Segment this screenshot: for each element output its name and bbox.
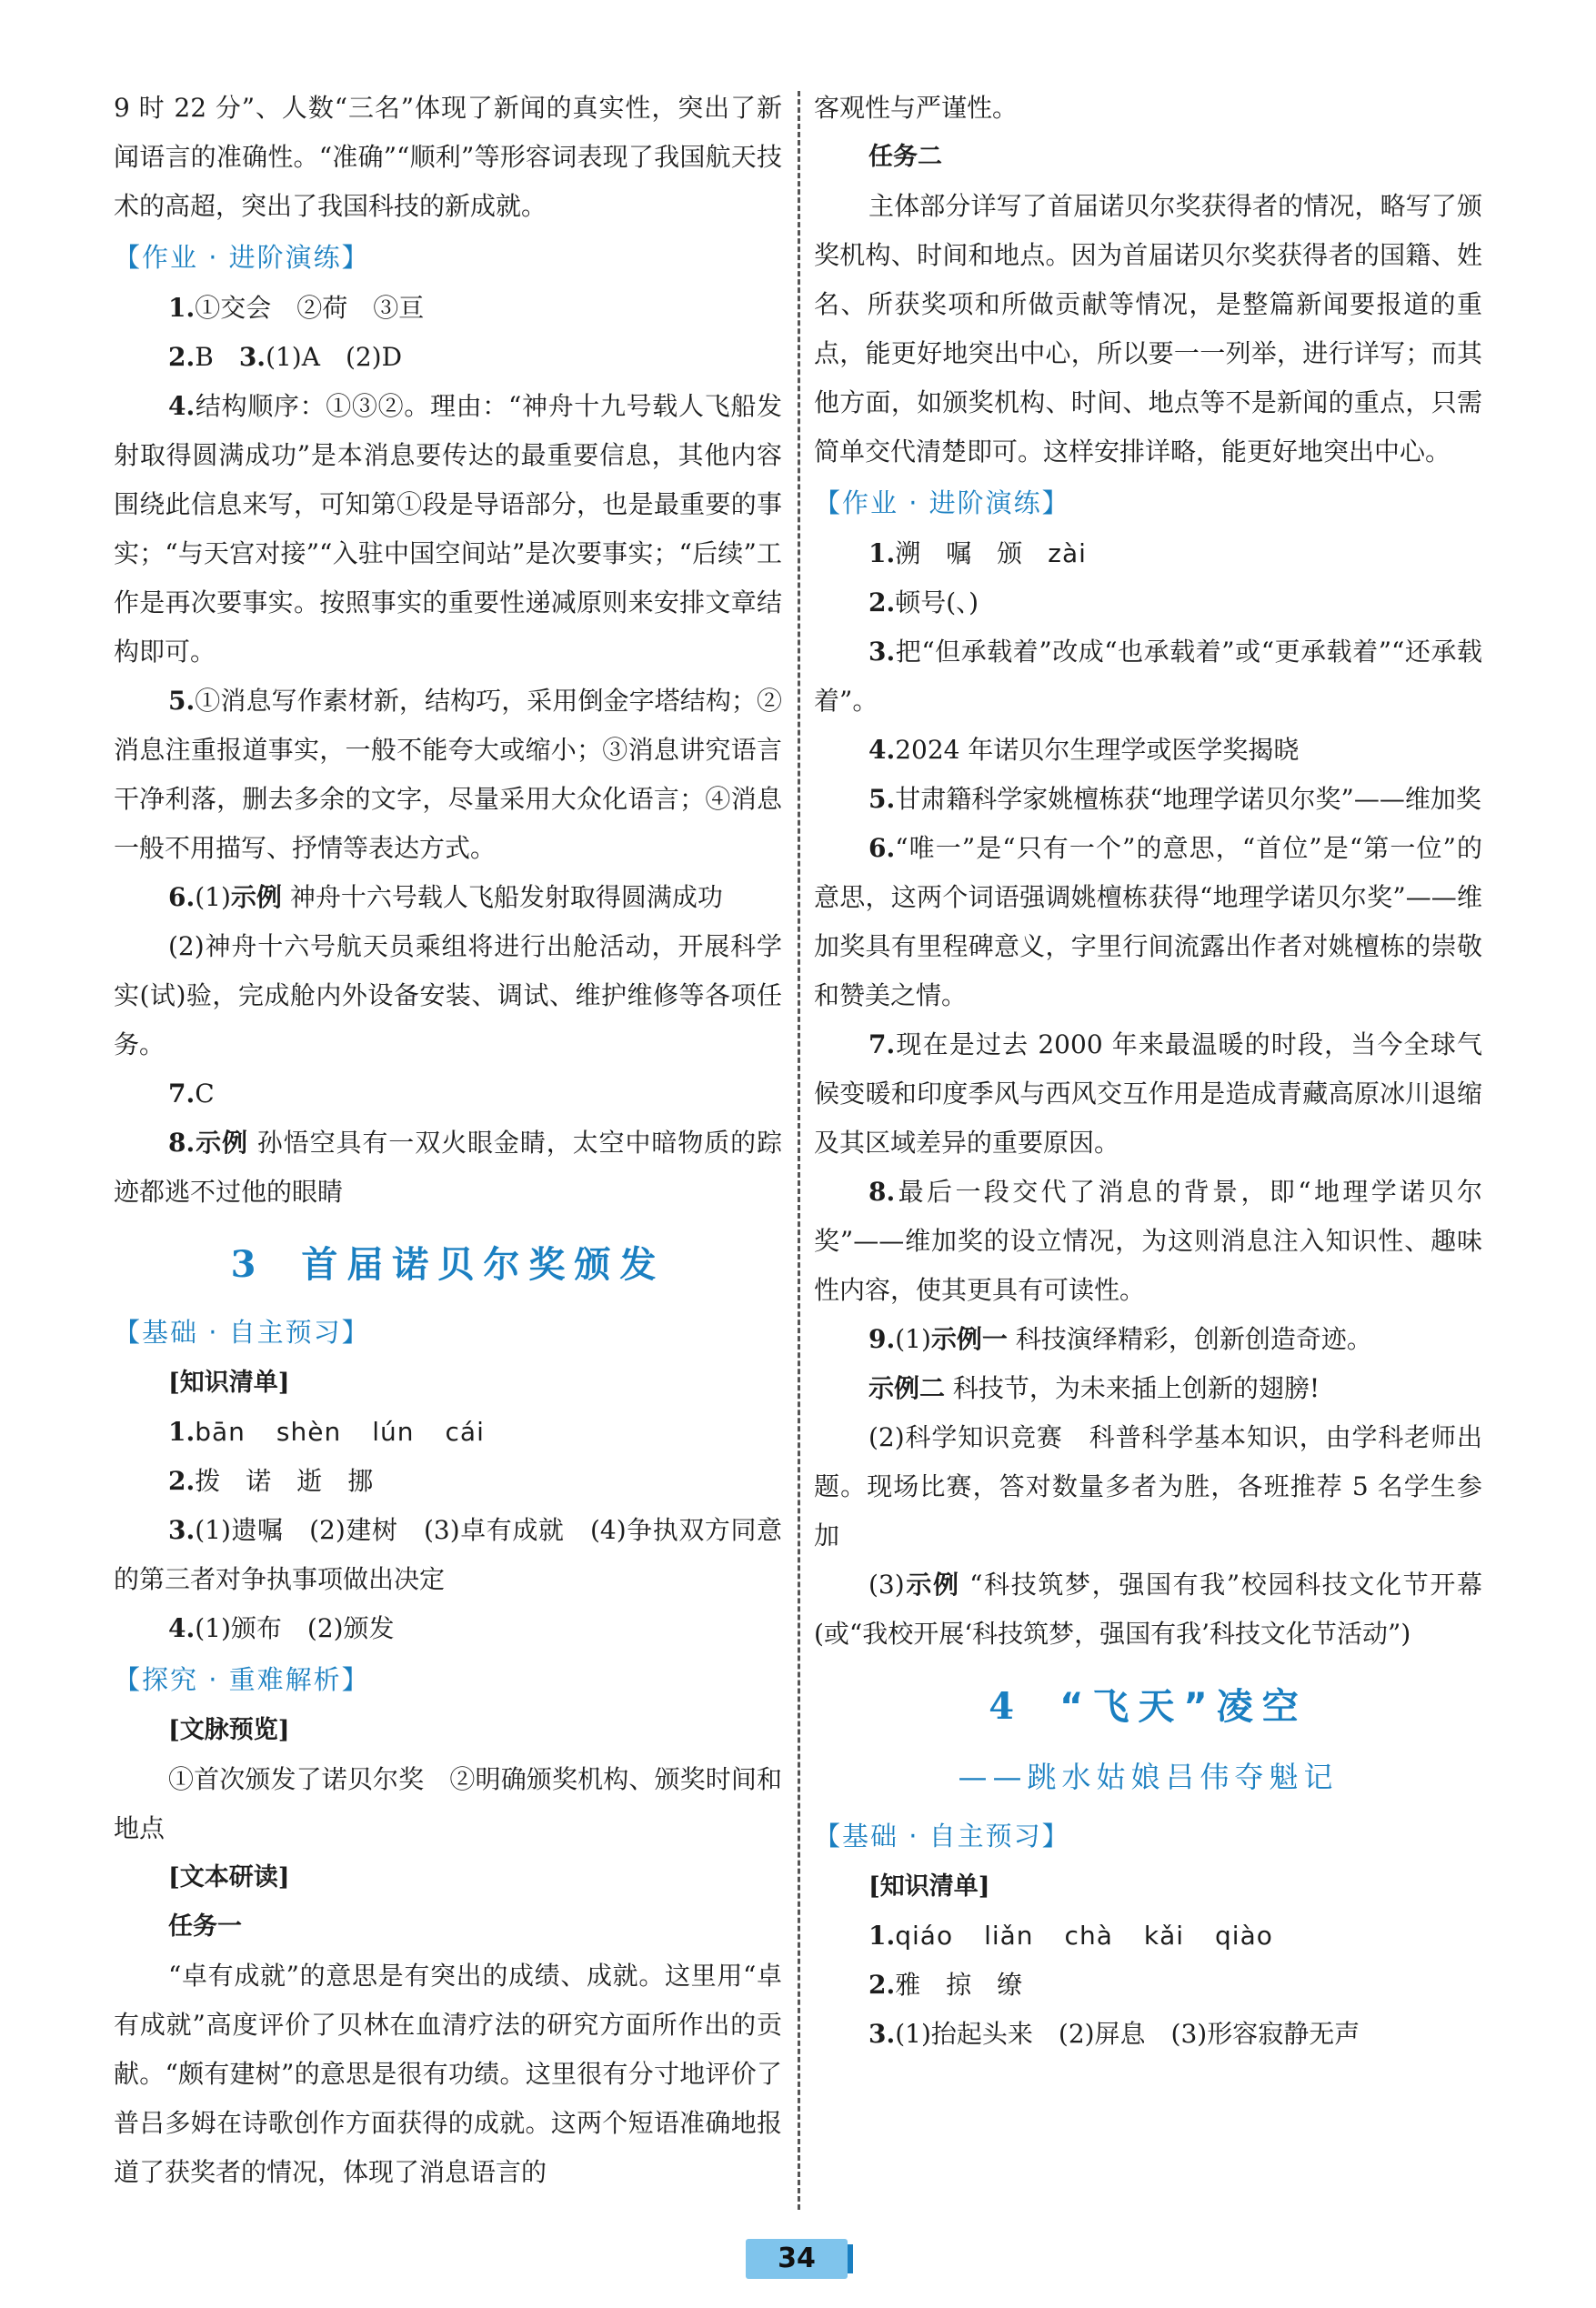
k4 [114,1604,782,1653]
q-num: 7. [868,1029,896,1059]
hw-q1 [814,529,1482,578]
task2-text: 主体部分详写了首届诺贝尔奖获得者的情况，略写了颁奖机构、时间和地点。因为首届诺贝尔奖获得者的国籍、姓名、所获奖项和所做贡献等情况，是整篇新闻要报道的重点，能更好地突出中心，所以要一一列举，进行详写；而其他方面，如颁奖机构、时间、地点等不是新闻的重点，只需简单交代清楚即可。这样安排详略，能更好地突出中心。 [814,191,1482,467]
reading-label: [文本研读] [168,1863,290,1892]
pinyin: zài [1048,538,1087,568]
q-num: 6. [168,882,196,912]
q-num: 5. [168,686,196,716]
q-num: 4. [168,1613,196,1643]
answer-text: (1)遗嘱 (2)建树 (3)卓有成就 (4)争执双方同意的第三者对争执事项做出决定 [114,1515,782,1594]
hw-q9-part2: (2)科学知识竞赛 科普科学基本知识，由学科老师出题。现场比赛，答对数量多者为胜，各班推荐 5 名学生参加 [814,1422,1482,1550]
hw-q7 [114,1069,782,1119]
answer-text: (1)A (2)D [266,342,403,372]
answer-text: 现在是过去 2000 年来最温暖的时段，当今全球气候变暖和印度季风与西风交互作用是造成青藏高原冰川退缩及其区域差异的重要原因。 [814,1029,1482,1158]
answer-text: 结构顺序：①③②。理由：“神舟十九号载人飞船发射取得圆满成功”是本消息要传达的最重要信息，其他内容围绕此信息来写，可知第①段是导语部分，也是最重要的事实；“与天宫对接”“入驻中国空间站”是次要事实；“后续”工作是再次要事实。按照事实的重要性递减原则来安排文章结构即可。 [114,391,782,667]
q-num: 1. [868,1921,896,1951]
answer-text: (1)颁布 (2)颁发 [195,1613,395,1643]
q-num: 5. [868,784,896,814]
preview-label: [文脉预览] [168,1716,290,1744]
task1-text: “卓有成就”的意思是有突出的成绩、成就。这里用“卓有成就”高度评价了贝林在血清疗法的研究方面所作出的贡献。“颇有建树”的意思是很有功绩。这里很有分寸地评价了普吕多姆在诗歌创作方面获得的成就。这两个短语准确地报道了获奖者的情况，体现了消息语言的 [114,1961,782,2187]
answer-text: 科技节，为未来插上创新的翅膀! [945,1373,1320,1403]
pinyin: qiáo [895,1921,954,1951]
q-num: 7. [168,1079,196,1109]
hw-q9-example2 [814,1364,1482,1413]
hw-q1 [114,284,782,333]
example-label: 示例一 [930,1324,1008,1354]
pinyin: kǎi [1143,1921,1185,1951]
page-number: 34 [746,2239,848,2279]
answer-text: 溯 嘱 颁 [895,538,1023,568]
answer-text: 2024 年诺贝尔生理学或医学奖揭晓 [895,735,1300,765]
section-homework-heading: 【作业 · 进阶演练】 [814,487,1070,518]
section-basic-heading: 【基础 · 自主预习】 [114,1317,370,1348]
answer-text: “科技筑梦，强国有我”校园科技文化节开幕(或“我校开展‘科技筑梦，强国有我’科技文化节活动”) [814,1570,1482,1649]
q-num: 3. [168,1515,196,1545]
hw-q9-part3 [814,1560,1482,1659]
k2 [814,1961,1482,2010]
column-divider [798,91,800,2210]
answer-text: “唯一”是“只有一个”的意思，“首位”是“第一位”的意思，这两个词语强调姚檀栋获得“地理学诺贝尔奖”——维加奖具有里程碑意义，字里行间流露出作者对姚檀栋的崇敬和赞美之情。 [814,833,1482,1010]
pinyin: qiào [1215,1921,1273,1951]
answer-text: ①交会 ②荷 ③亘 [195,293,425,323]
chapter-number: 4 [989,1685,1024,1728]
section-basic-heading: 【基础 · 自主预习】 [814,1821,1070,1851]
pinyin: bān [195,1417,246,1447]
q-num: 2. [868,587,896,617]
hw-q6 [114,873,782,922]
q-num: 2. [868,1970,896,2000]
hw-q9 [814,1315,1482,1364]
right-column [814,84,1482,2059]
q-num: 1. [168,293,196,323]
answer-text: 雅 掠 缭 [895,1970,1023,2000]
q-num: 3. [238,342,266,372]
preview-text: ①首次颁发了诺贝尔奖 ②明确颁奖机构、颁奖时间和地点 [114,1764,782,1843]
answer-text: 最后一段交代了消息的背景，即“地理学诺贝尔奖”——维加奖的设立情况，为这则消息注入知识性、趣味性内容，使其更具有可读性。 [814,1177,1482,1305]
q-num: 3. [868,637,896,667]
example-label: 示例二 [868,1373,946,1403]
pinyin: liǎn [984,1921,1034,1951]
chapter-4-title [814,1675,1482,1739]
q-num: 2. [168,1466,196,1496]
pinyin: shèn [276,1417,342,1447]
chapter-number: 3 [230,1243,266,1286]
answer-text: 神舟十六号载人飞船发射取得圆满成功 [281,882,723,912]
k2 [114,1457,782,1506]
q-num: 3. [868,2019,896,2049]
pinyin: chà [1064,1921,1113,1951]
hw-q8 [814,1168,1482,1315]
hw-q3 [814,627,1482,726]
q-num: 4. [168,391,196,421]
answer-text: ①消息写作素材新，结构巧，采用倒金字塔结构；②消息注重报道事实，一般不能夸大或缩小；③消息讲究语言干净利落，删去多余的文字，尽量采用大众化语言；④消息一般不用描写、抒情等表达方式。 [114,686,782,863]
intro-paragraph: 9 时 22 分”、人数“三名”体现了新闻的真实性，突出了新闻语言的准确性。“准确”“顺利”等形容词表现了我国航天技术的高超，突出了我国科技的新成就。 [114,93,782,221]
section-explore-heading: 【探究 · 重难解析】 [114,1664,370,1695]
k3 [814,2010,1482,2059]
q-num: 1. [168,1417,196,1447]
hw-q8 [114,1119,782,1217]
hw-q6-part2: (2)神舟十六号航天员乘组将进行出舱活动，开展科学实(试)验，完成舱内外设备安装、调试、维护维修等各项任务。 [114,931,782,1059]
answer-text: B [195,342,214,372]
pinyin: lún [372,1417,415,1447]
knowledge-list-label: [知识清单] [868,1872,990,1901]
q-num: 4. [868,735,896,765]
hw-q6 [814,824,1482,1020]
hw-q5 [114,677,782,873]
k3 [114,1506,782,1604]
continued-text: 客观性与严谨性。 [814,93,1019,123]
q-num: 8. [168,1128,196,1158]
example-label: 示例 [195,1128,248,1158]
hw-q5 [814,775,1482,824]
q-num: 1. [868,538,896,568]
hw-q2-q3 [114,333,782,382]
answer-pre: (1) [895,1324,931,1354]
answer-text: 拨 诺 逝 挪 [195,1466,374,1496]
k1-pinyin [814,1912,1482,1961]
task1-label: 任务一 [168,1912,242,1941]
q-num: 8. [868,1177,896,1207]
left-column [114,84,782,2197]
chapter-title: “飞天”凌空 [1059,1686,1308,1728]
answer-pre: (3) [868,1570,905,1600]
section-homework-heading: 【作业 · 进阶演练】 [114,242,370,273]
answer-text: (1)抬起头来 (2)屏息 (3)形容寂静无声 [895,2019,1360,2049]
chapter-title: 首届诺贝尔奖颁发 [301,1244,666,1286]
answer-text: 把“但承载着”改成“也承载着”或“更承载着”“还承载着”。 [814,637,1482,716]
knowledge-list-label: [知识清单] [168,1369,290,1397]
q-num: 2. [168,342,196,372]
hw-q4 [114,382,782,677]
answer-text: 孙悟空具有一双火眼金睛，太空中暗物质的踪迹都逃不过他的眼睛 [114,1128,782,1207]
hw-q7 [814,1020,1482,1168]
hw-q4 [814,726,1482,775]
chapter-4-subtitle: ——跳水姑娘吕伟夺魁记 [958,1760,1339,1794]
chapter-3-title [114,1233,782,1297]
example-label: 示例 [230,882,282,912]
answer-text: 甘肃籍科学家姚檀栋获“地理学诺贝尔奖”——维加奖 [895,784,1481,814]
answer-text: 顿号(、) [895,587,979,617]
q-num: 9. [868,1324,896,1354]
q-num: 6. [868,833,896,863]
example-label: 示例 [904,1570,960,1600]
answer-text: C [195,1079,215,1109]
hw-q2 [814,578,1482,627]
pinyin: cái [445,1417,485,1447]
task2-label: 任务二 [868,143,942,171]
k1-pinyin [114,1408,782,1457]
answer-text: 科技演绎精彩，创新创造奇迹。 [1007,1324,1372,1354]
answer-pre: (1) [195,882,231,912]
